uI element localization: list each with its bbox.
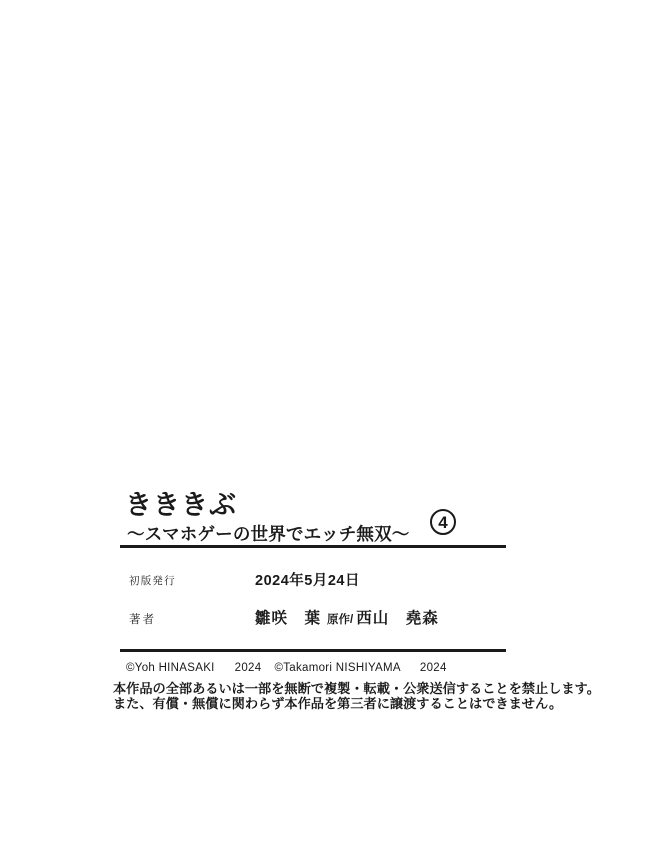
copyright-line bbox=[126, 662, 447, 674]
original-author-name: 西山 堯森 bbox=[356, 610, 439, 627]
copyright-year: 2024 bbox=[234, 662, 262, 674]
copyright-holder: ©Yoh HINASAKI bbox=[126, 662, 215, 674]
book-title: きききぶ bbox=[125, 490, 237, 520]
rights-disclaimer-line: また、有償・無償に関わらず本作品を第三者に譲渡することはできません。 bbox=[113, 695, 563, 711]
author-names bbox=[255, 606, 439, 628]
author-label: 著者 bbox=[129, 614, 156, 626]
copyright-holder: ©Takamori NISHIYAMA bbox=[274, 662, 401, 674]
rights-disclaimer-line: 本作品の全部あるいは一部を無断で複製・転載・公衆送信することを禁止します。 bbox=[113, 681, 600, 696]
divider-bottom bbox=[120, 649, 506, 652]
volume-number-badge bbox=[430, 509, 456, 535]
rights-disclaimer bbox=[113, 682, 600, 711]
publication-date: 2024年5月24日 bbox=[255, 573, 360, 589]
copyright-year: 2024 bbox=[419, 662, 447, 674]
divider-top bbox=[120, 545, 506, 548]
volume-number: 4 bbox=[438, 512, 448, 532]
publication-label: 初版発行 bbox=[129, 575, 176, 587]
original-work-credit: 原作/ bbox=[327, 614, 354, 626]
book-subtitle: 〜スマホゲーの世界でエッチ無双〜 bbox=[127, 524, 410, 544]
artist-name: 雛咲 葉 bbox=[255, 610, 322, 627]
